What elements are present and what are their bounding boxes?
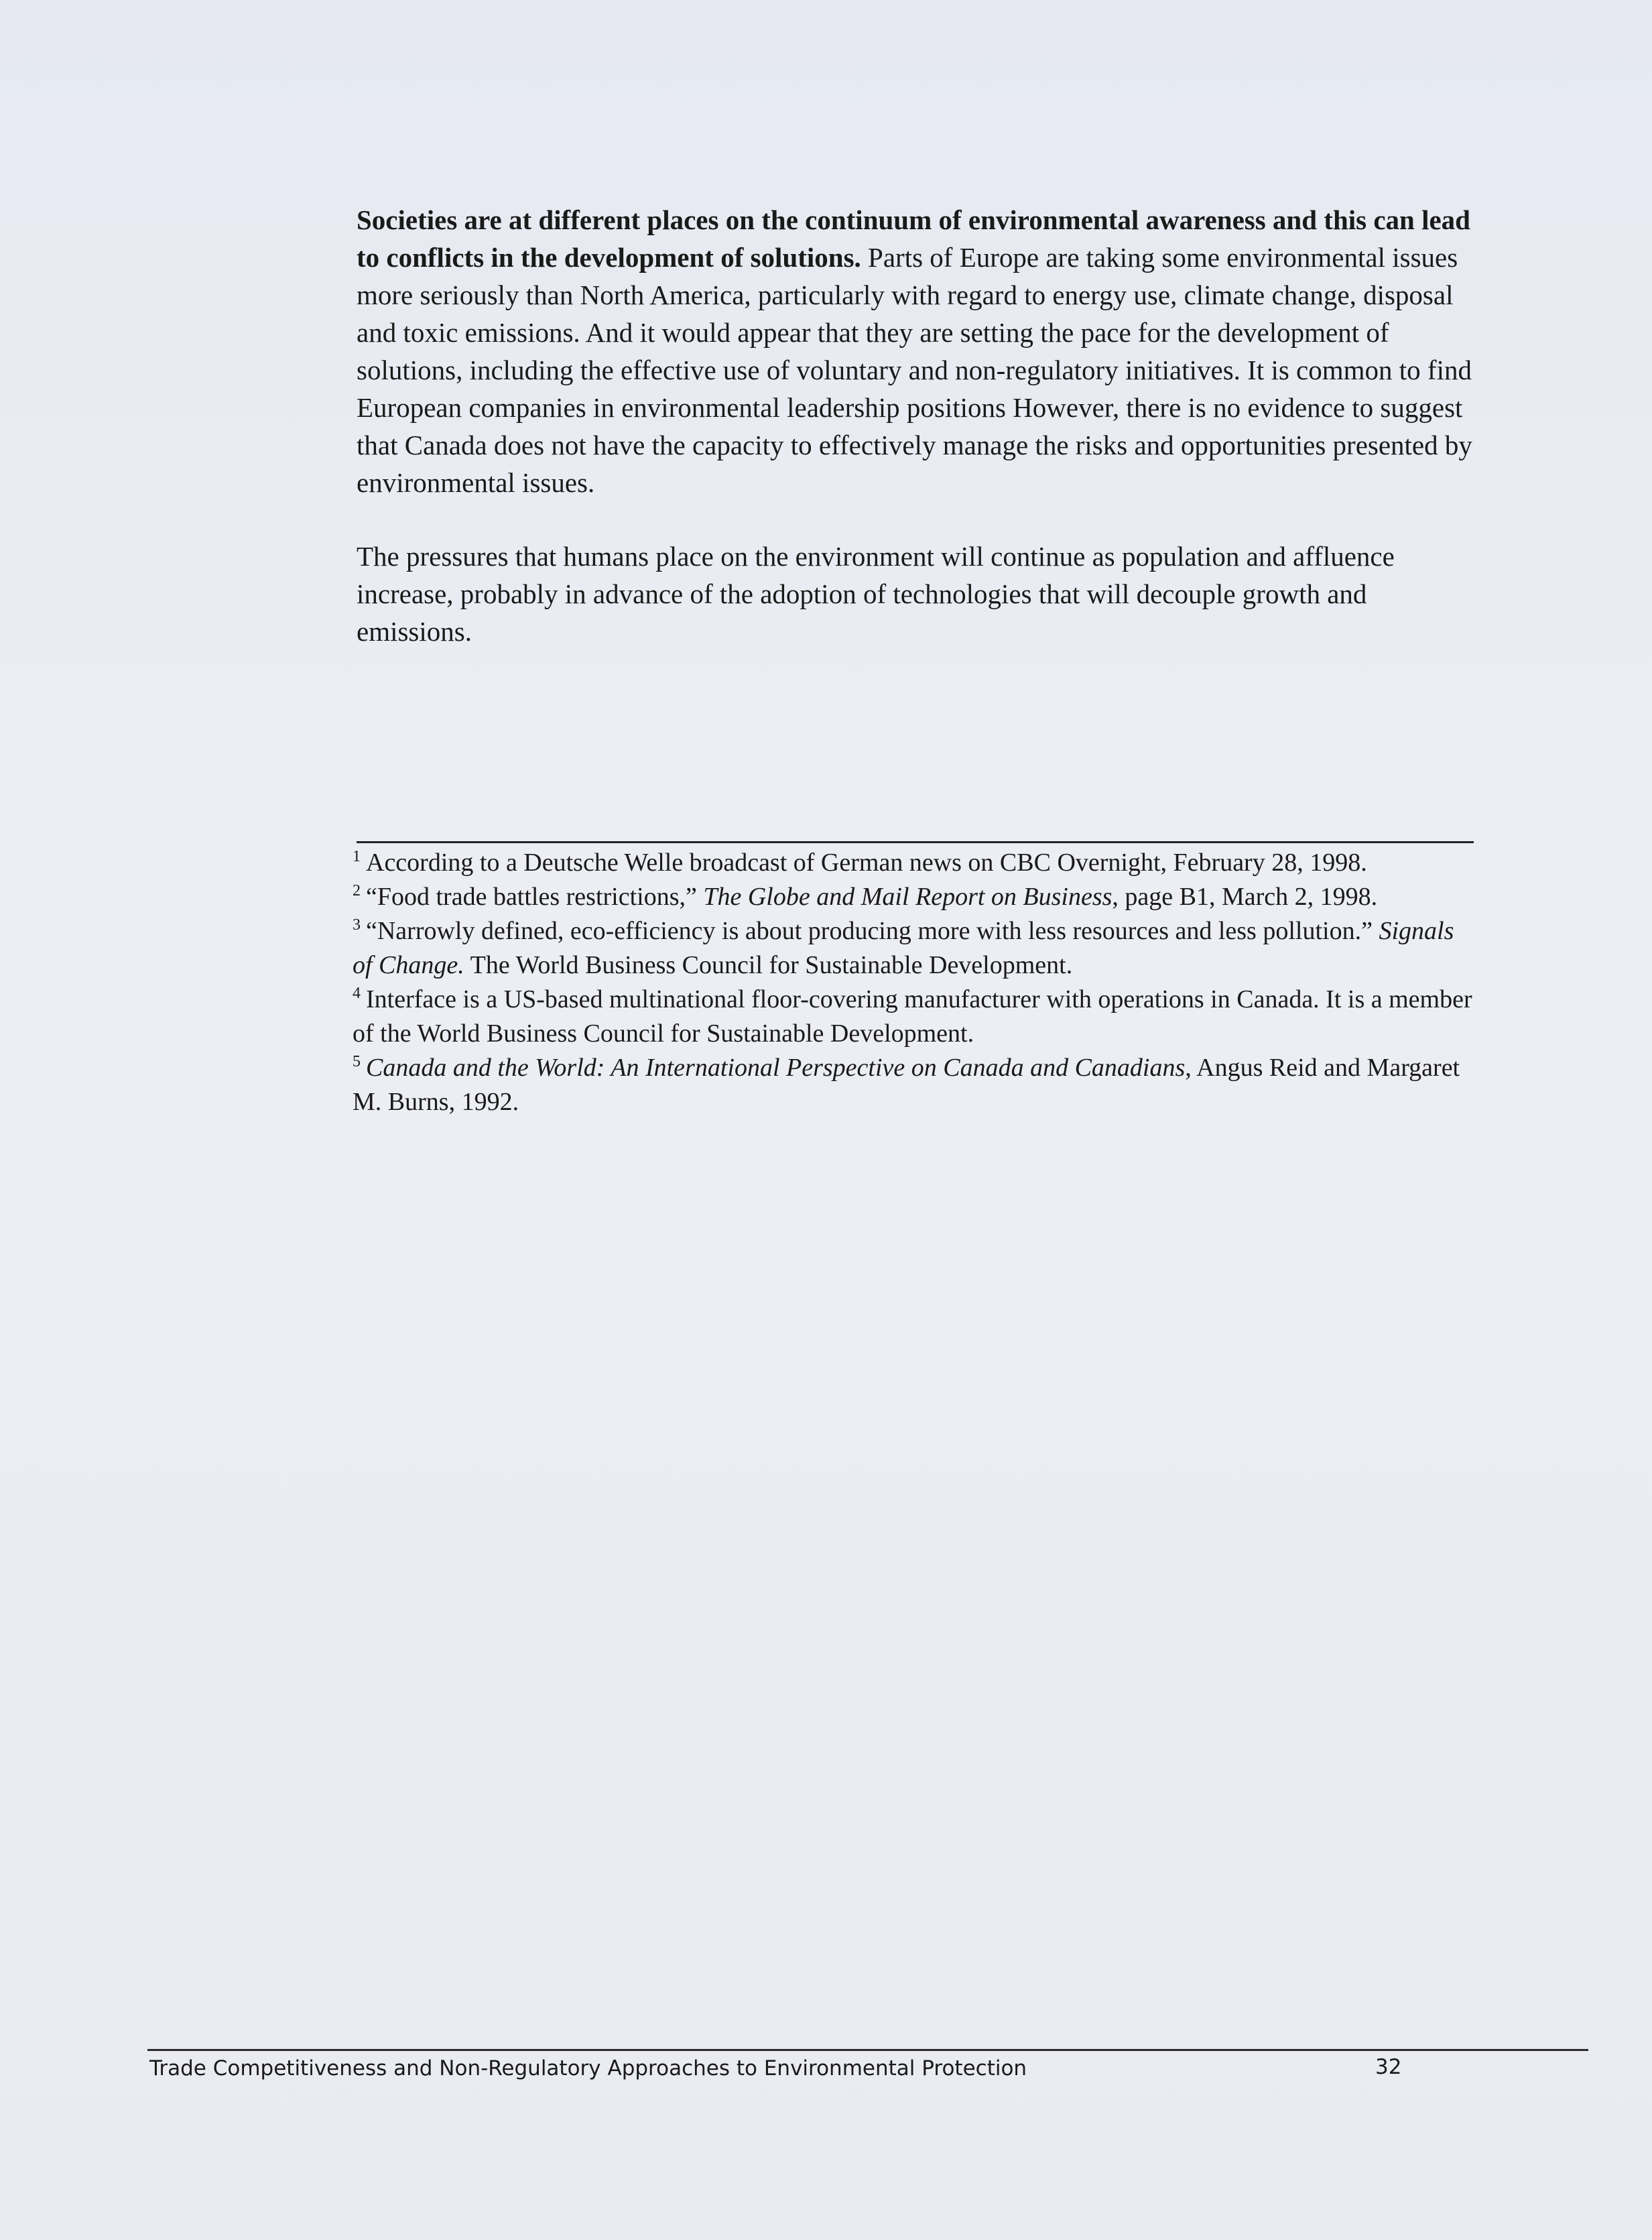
- footnote-2: [353, 880, 1478, 914]
- paragraph-1: [357, 201, 1472, 501]
- footer-divider: [147, 2049, 1588, 2051]
- footnote-5: [353, 1051, 1478, 1119]
- main-text: [357, 201, 1472, 650]
- footer-title: Trade Competitiveness and Non-Regulatory Approaches to Environmental Protection: [149, 2056, 1027, 2080]
- footnote-text: According to a Deutsche Welle broadcast of German news on CBC Overnight, February 28, 1998.: [366, 849, 1367, 877]
- footnote-citation-title: The Globe and Mail Report on Business: [703, 883, 1113, 911]
- footnote-marker: 1: [353, 848, 361, 865]
- footnote-1: [353, 846, 1478, 880]
- footnote-text: “Narrowly defined, eco-efficiency is about producing more with less resources and less pollution.”: [366, 917, 1373, 945]
- footnote-marker: 5: [353, 1053, 361, 1070]
- footnote-marker: 4: [353, 985, 361, 1002]
- paragraph-1-bold-lead: Societies are at different places on the continuum of environmental awareness and this can lead to conflicts in the development of solutions.: [357, 204, 1470, 273]
- paragraph-2: The pressures that humans place on the environment will continue as population and affluence increase, probably in advance of the adoption of technologies that will decouple growth and emissions.: [357, 541, 1395, 647]
- footnote-citation-title: Canada and the World: An International Perspective on Canada and Canadians: [366, 1054, 1186, 1082]
- footnote-text: “Food trade battles restrictions,”: [366, 883, 697, 911]
- footnotes: [353, 846, 1478, 1119]
- footnote-divider: [357, 841, 1474, 843]
- footnote-marker: 3: [353, 916, 361, 934]
- page-number: 32: [1375, 2055, 1402, 2079]
- footnote-3: [353, 914, 1478, 983]
- footnote-text: , page B1, March 2, 1998.: [1112, 883, 1378, 911]
- paragraph-1-text: Parts of Europe are taking some environmental issues more seriously than North America, particularly with regard to energy use, climate change, disposal and toxic emissions. And it would appear that they are setting the pace for the development of solutions, including the effective use of voluntary and non-regulatory initiatives. It is common to find European companies in environmental leadership positions However, there is no evidence to suggest that Canada does not have the capacity to effectively manage the risks and opportunities presented by environmental issues.: [357, 242, 1472, 498]
- footnote-text: , Angus Reid and Margaret M. Burns, 1992.: [353, 1054, 1460, 1116]
- footnote-text: Interface is a US-based multinational floor-covering manufacturer with operations in Canada. It is a member of the World Business Council for Sustainable Development.: [353, 985, 1472, 1048]
- footnote-citation-title: Signals of Change.: [353, 917, 1454, 979]
- footnote-4: [353, 983, 1478, 1051]
- footnote-text: The World Business Council for Sustainable Development.: [470, 951, 1073, 979]
- footnote-marker: 2: [353, 882, 361, 899]
